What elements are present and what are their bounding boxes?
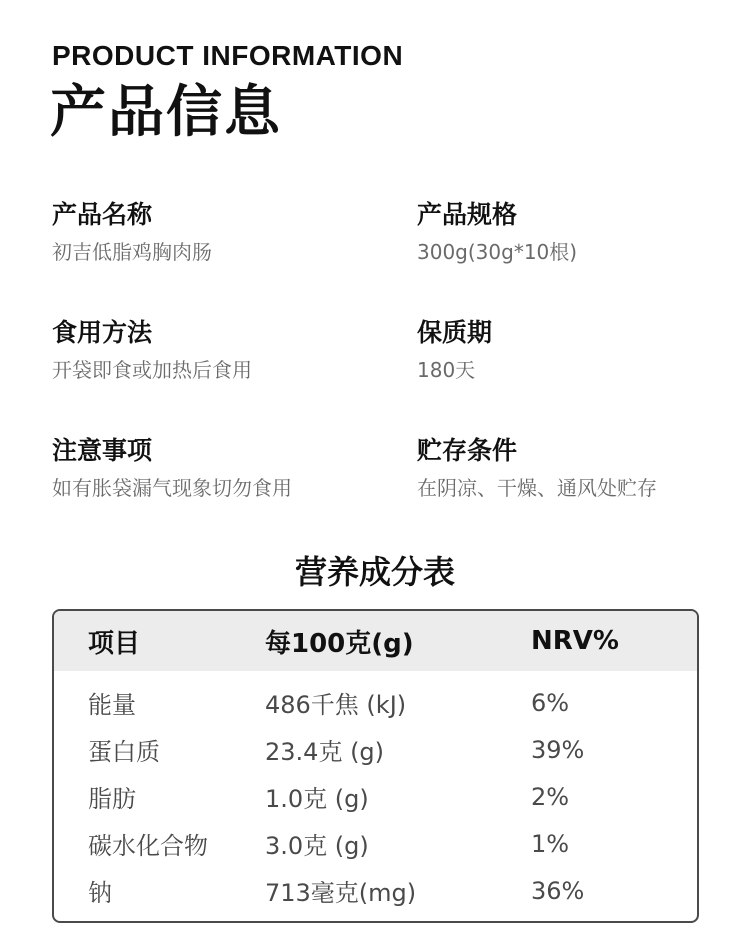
info-notes (52, 434, 417, 502)
info-label: 保质期 (417, 318, 493, 347)
table-row (54, 820, 697, 867)
cell-item: 钠 (88, 879, 112, 907)
page-title: 产品信息 (50, 80, 282, 145)
info-value: 在阴凉、干燥、通风处贮存 (417, 476, 657, 500)
cell-nrv: 6% (531, 688, 570, 717)
info-label: 注意事项 (52, 436, 153, 465)
nutrition-table-body (54, 671, 697, 914)
header-item: 项目 (88, 628, 141, 659)
info-shelf-life (417, 316, 712, 384)
info-product-spec (417, 198, 712, 266)
cell-amount: 3.0克 (g) (265, 832, 369, 860)
cell-amount: 23.4克 (g) (265, 738, 385, 766)
info-value: 如有胀袋漏气现象切勿食用 (52, 476, 292, 500)
header-per-100g: 每100克(g) (265, 628, 414, 659)
cell-nrv: 36% (531, 876, 585, 905)
cell-nrv: 39% (531, 735, 585, 764)
table-row (54, 726, 697, 773)
cell-item: 能量 (88, 691, 136, 719)
nutrition-table-header (54, 611, 697, 671)
cell-item: 脂肪 (88, 785, 136, 813)
cell-nrv: 2% (531, 782, 570, 811)
cell-item: 碳水化合物 (88, 832, 208, 860)
cell-amount: 486千焦 (kJ) (265, 691, 407, 719)
table-row (54, 679, 697, 726)
info-grid (52, 198, 712, 502)
info-value: 初吉低脂鸡胸肉肠 (52, 240, 212, 264)
table-row (54, 773, 697, 820)
info-label: 食用方法 (52, 318, 153, 347)
info-value: 180天 (417, 358, 476, 382)
nutrition-table (52, 609, 699, 923)
table-row (54, 867, 697, 914)
cell-amount: 713毫克(mg) (265, 879, 417, 907)
cell-item: 蛋白质 (88, 738, 160, 766)
info-product-name (52, 198, 417, 266)
info-storage (417, 434, 712, 502)
cell-nrv: 1% (531, 829, 570, 858)
info-label: 贮存条件 (417, 436, 518, 465)
info-label: 产品规格 (417, 200, 518, 229)
nutrition-title: 营养成分表 (294, 553, 455, 591)
info-label: 产品名称 (52, 200, 153, 229)
info-value: 300g(30g*10根) (417, 240, 578, 264)
info-value: 开袋即食或加热后食用 (52, 358, 252, 382)
cell-amount: 1.0克 (g) (265, 785, 369, 813)
info-usage (52, 316, 417, 384)
header-nrv: NRV% (531, 626, 619, 656)
eyebrow-title: PRODUCT INFORMATION (52, 40, 404, 71)
